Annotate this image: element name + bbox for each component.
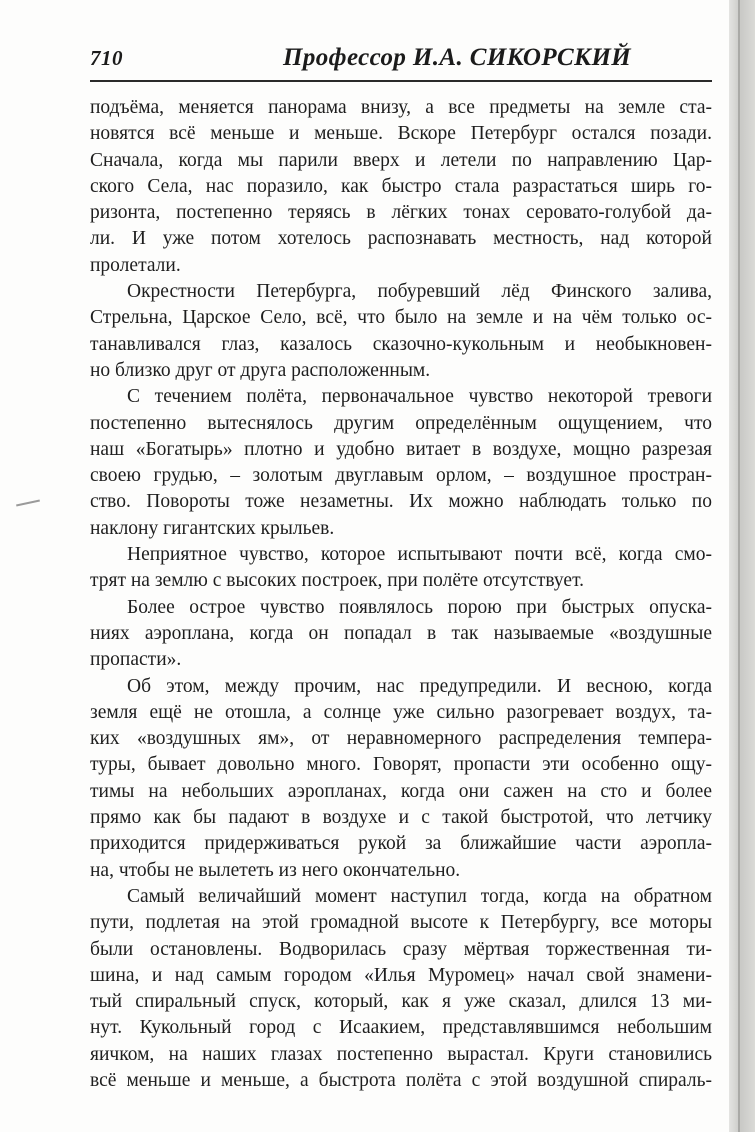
text-line: постепенно вытеснялось другим определённым ощущением, что [90, 412, 712, 434]
text-line: своею грудью, – золотым двуглавым орлом, – воздушное простран- [90, 465, 712, 487]
text-line: яичком, на наших глазах постепенно вырастал. Круги становились [90, 1043, 712, 1065]
page-header [90, 44, 712, 78]
text-line: наш «Богатырь» плотно и удобно витает в воздухе, мощно разрезая [90, 438, 712, 460]
text-line: подъёма, меняется панорама внизу, а все предметы на земле ста- [90, 97, 712, 118]
header-rule [90, 80, 712, 82]
text-line: пути, подлетая на этой громадной высоте к Петербургу, все моторы [90, 912, 712, 934]
text-line: Неприятное чувство, которое испытывают почти всё, когда смо- [127, 544, 712, 566]
text-line: ниях аэроплана, когда он попадал в так называемые «воздушные [90, 622, 712, 644]
text-line: на, чтобы не вылететь из него окончательно. [90, 859, 461, 881]
text-line: танавливался глаз, казалось сказочно-кукольным и необыкновен- [90, 333, 712, 355]
text-line: пропасти». [90, 649, 182, 671]
body-text [90, 95, 712, 1094]
text-line: новятся всё меньше и меньше. Вскоре Петербург остался позади. [90, 123, 712, 145]
text-line: С течением полёта, первоначальное чувство некоторой тревоги [127, 386, 712, 408]
text-line: шина, и над самым городом «Илья Муромец» начал свой знамени- [90, 964, 712, 986]
text-line: Самый величайший момент наступил тогда, когда на обратном [127, 885, 712, 907]
text-line: ского Села, нас поразило, как быстро стала разрастаться ширь го- [90, 175, 712, 197]
text-line: ли. И уже потом хотелось распознавать местность, над которой [90, 228, 712, 250]
text-line: пролетали. [90, 254, 181, 276]
text-line: наклону гигантских крыльев. [90, 517, 335, 539]
page-edge-shadow [729, 0, 755, 1132]
text-line: всё меньше и меньше, а быстрота полёта с этой воздушной спираль- [90, 1069, 712, 1091]
text-line: ство. Повороты тоже незаметны. Их можно наблюдать только по [90, 491, 712, 513]
text-line: Стрельна, Царское Село, всё, что было на земле и на чём только ос- [90, 307, 712, 329]
text-line: были остановлены. Водворилась сразу мёртвая торжественная ти- [90, 938, 712, 960]
text-line: ризонта, постепенно теряясь в лёгких тонах серовато-голубой да- [90, 202, 712, 224]
text-line: Более острое чувство появлялось порою при быстрых опуска- [127, 596, 712, 618]
margin-mark [16, 500, 40, 507]
text-line: приходится придерживаться рукой за ближайшие части аэропла- [90, 833, 712, 855]
text-line: тимы на небольших аэропланах, когда они сажен на сто и более [90, 780, 712, 802]
text-line: нут. Кукольный город с Исаакием, представлявшимся небольшим [90, 1017, 712, 1039]
text-line: Окрестности Петербурга, побуревший лёд Финского залива, [127, 281, 712, 303]
text-line: трят на землю с высоких построек, при полёте отсутствует. [90, 570, 585, 592]
text-line: прямо как бы падают в воздухе и с такой быстротой, что летчику [90, 807, 712, 829]
text-line: но близко друг от друга расположенным. [90, 359, 431, 381]
running-title: Профессор И.А. СИКОРСКИЙ [283, 44, 632, 71]
text-line: туры, бывает довольно много. Говорят, пропасти эти особенно ощу- [90, 754, 712, 776]
text-line: Сначала, когда мы парили вверх и летели по направлению Цар- [90, 149, 712, 171]
text-line: Об этом, между прочим, нас предупредили. И весною, когда [127, 675, 712, 697]
text-line: тый спиральный спуск, который, как я уже сказал, длился 13 ми- [90, 991, 712, 1013]
text-line: земля ещё не отошла, а солнце уже сильно разогревает воздух, та- [90, 701, 712, 723]
text-line: ких «воздушных ям», от неравномерного распределения темпера- [90, 728, 712, 750]
page-number: 710 [90, 46, 123, 70]
